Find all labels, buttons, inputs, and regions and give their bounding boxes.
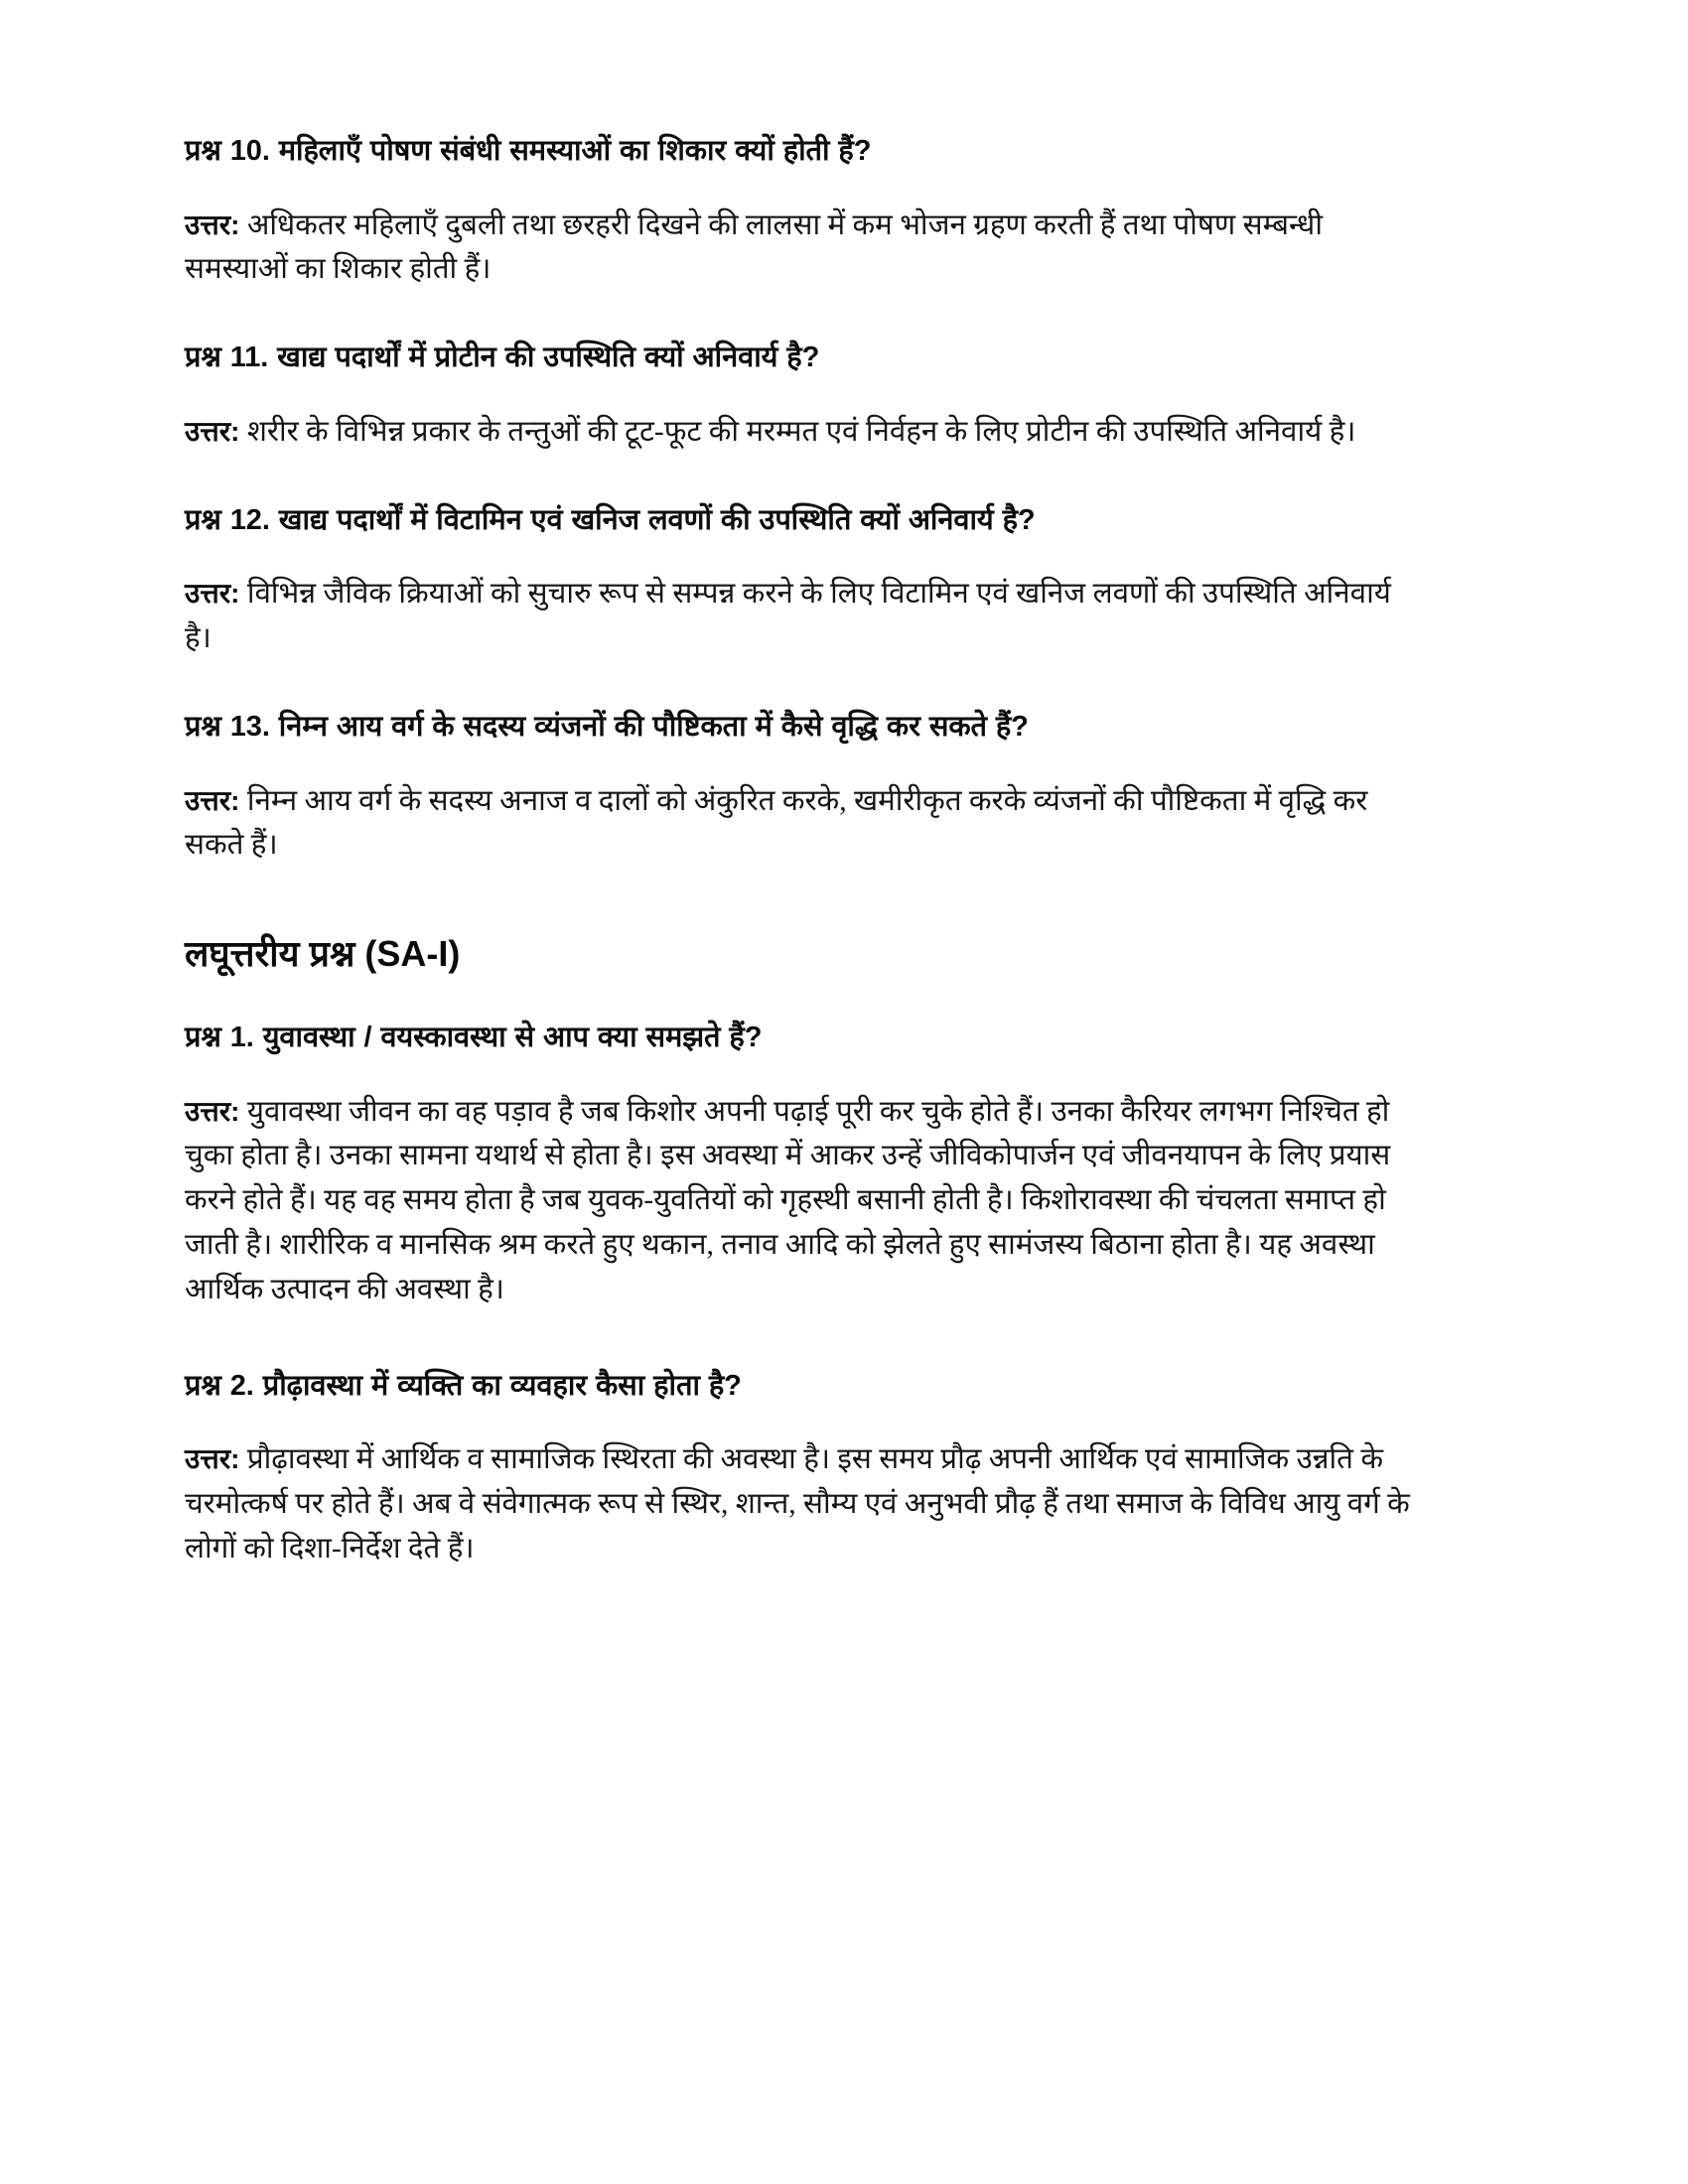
qa-block-q11: [185, 338, 1424, 454]
question-heading-q11: प्रश्न 11. खाद्य पदार्थों में प्रोटीन की उपस्थिति क्यों अनिवार्य है?: [185, 341, 820, 374]
qa-block-q10: [185, 131, 1424, 292]
answer-body-sa1-q1: युवावस्था जीवन का वह पड़ाव है जब किशोर अपनी पढ़ाई पूरी कर चुके होते हैं। उनका कैरियर लगभग निश्चित हो चुका होता है। उनका सामना यथार्थ से होता है। इस अवस्था में आकर उन्हें जीविकोपार्जन एवं जीवनयापन के लिए प्रयास करने होते हैं। यह वह समय होता है जब युवक-युवतियों को गृहस्थी बसानी होती है। किशोरावस्था की चंचलता समाप्त हो जाती है। शारीरिक व मानसिक श्रम करते हुए थकान, तनाव आदि को झेलते हुए सामंजस्य बिठाना होता है। यह अवस्था आर्थिक उत्पादन की अवस्था है।: [185, 1095, 1391, 1305]
answer-text-sa1-q1: [185, 1090, 1424, 1312]
question-heading-q13: प्रश्न 13. निम्न आय वर्ग के सदस्य व्यंजनों की पौष्टिकता में कैसे वृद्धि कर सकते हैं?: [185, 710, 1029, 743]
question-heading-q10: प्रश्न 10. महिलाएँ पोषण संबंधी समस्याओं का शिकार क्यों होती हैं?: [185, 135, 872, 167]
answer-label-q12: उत्तर:: [185, 578, 240, 610]
qa-block-sa1-q1: [185, 1018, 1424, 1312]
question-heading-sa1-q2: प्रश्न 2. प्रौढ़ावस्था में व्यक्ति का व्यवहार कैसा होता है?: [185, 1369, 742, 1402]
answer-text-sa1-q2: [185, 1437, 1424, 1570]
question-heading-q12: प्रश्न 12. खाद्य पदार्थों में विटामिन एवं खनिज लवणों की उपस्थिति क्यों अनिवार्य है?: [185, 503, 1036, 536]
answer-body-q10: अधिकतर महिलाएँ दुबली तथा छरहरी दिखने की लालसा में कम भोजन ग्रहण करती हैं तथा पोषण सम्बन्धी समस्याओं का शिकार होती हैं।: [185, 208, 1323, 286]
answer-text-q10: [185, 204, 1424, 293]
answer-body-q12: विभिन्न जैविक क्रियाओं को सुचारु रूप से सम्पन्न करने के लिए विटामिन एवं खनिज लवणों की उपस्थिति अनिवार्य है।: [185, 578, 1391, 655]
answer-label-q13: उत्तर:: [185, 784, 240, 816]
answer-text-q13: [185, 779, 1424, 869]
answer-text-q11: [185, 410, 1424, 455]
qa-block-sa1-q2: [185, 1366, 1424, 1571]
answer-label-q11: उत्तर:: [185, 415, 240, 447]
document-content: [185, 131, 1424, 1571]
answer-body-q13: निम्न आय वर्ग के सदस्य अनाज व दालों को अंकुरित करके, खमीरीकृत करके व्यंजनों की पौष्टिकता में वृद्धि कर सकते हैं।: [185, 784, 1368, 862]
qa-block-q12: [185, 500, 1424, 661]
answer-body-q11: शरीर के विभिन्न प्रकार के तन्तुओं की टूट-फूट की मरम्मत एवं निर्वहन के लिए प्रोटीन की उपस्थिति अनिवार्य है।: [239, 415, 1356, 448]
answer-text-q12: [185, 572, 1424, 661]
qa-block-q13: [185, 707, 1424, 868]
answer-label-q10: उत्तर:: [185, 208, 240, 240]
answer-label-sa1-q1: उत्तर:: [185, 1095, 240, 1127]
section-heading-sa1: लघूत्तरीय प्रश्न (SA-I): [185, 933, 461, 975]
answer-label-sa1-q2: उत्तर:: [185, 1443, 240, 1475]
answer-body-sa1-q2: प्रौढ़ावस्था में आर्थिक व सामाजिक स्थिरता की अवस्था है। इस समय प्रौढ़ अपनी आर्थिक एवं सामाजिक उन्नति के चरमोत्कर्ष पर होते हैं। अब वे संवेगात्मक रूप से स्थिर, शान्त, सौम्य एवं अनुभवी प्रौढ़ हैं तथा समाज के विविध आयु वर्ग के लोगों को दिशा-निर्देश देते हैं।: [185, 1443, 1410, 1565]
question-heading-sa1-q1: प्रश्न 1. युवावस्था / वयस्कावस्था से आप क्या समझते हैं?: [185, 1021, 763, 1053]
